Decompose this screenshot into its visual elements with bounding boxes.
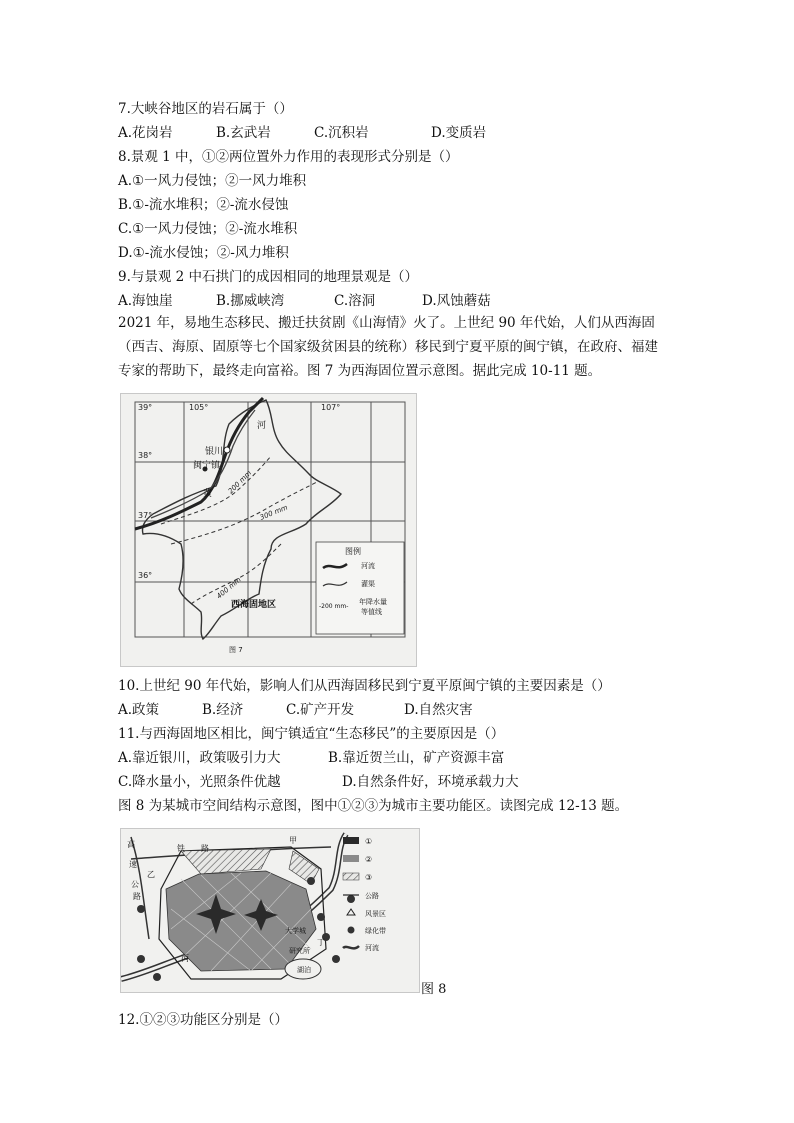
q7-stem: 7.大峡谷地区的岩石属于（） <box>118 101 293 117</box>
q8-option-c: C.①一风力侵蚀；②-流水堆积 <box>118 221 298 237</box>
river-label: 河 <box>257 421 267 431</box>
passage-2: 图 8 为某城市空间结构示意图，图中①②③为城市主要功能区。读图完成 12-13 题。 <box>118 798 629 814</box>
isohyet-400-label: 400 mm <box>215 575 243 601</box>
q10-option-c: C.矿产开发 <box>286 702 355 718</box>
place-ding: 丁 <box>317 938 325 947</box>
q10-option-d: D.自然灾害 <box>404 702 473 718</box>
q11-options-row1 <box>118 749 504 767</box>
legend-iso-line1: 年降水量 <box>359 598 387 606</box>
q11-options-row2 <box>118 773 519 791</box>
yinchuan-label: 银川 <box>205 447 224 457</box>
q11-option-b: B.靠近贺兰山，矿产资源丰富 <box>328 750 505 766</box>
q9-option-a: A.海蚀崖 <box>118 293 173 309</box>
map8-legend <box>343 837 386 952</box>
yinchuan-dot <box>224 447 230 453</box>
q10-options <box>118 701 473 719</box>
q9-option-b: B.挪威峡湾 <box>216 293 285 309</box>
lat-36: 36° <box>138 571 153 580</box>
minning-label: 闽宁镇 <box>193 461 221 471</box>
legend-greenbelt: 绿化带 <box>365 927 386 935</box>
road-char-2: 速 <box>129 860 137 869</box>
q7-option-b: B.玄武岩 <box>216 125 271 141</box>
legend-scenic: 风景区 <box>365 910 386 918</box>
road-char-4: 路 <box>133 892 141 901</box>
rail-char-2: 路 <box>201 844 209 853</box>
place-jia: 甲 <box>289 836 297 845</box>
q7-option-a: A.花岗岩 <box>118 125 173 141</box>
legend-road: 公路 <box>365 892 379 900</box>
q7-options <box>118 124 486 142</box>
passage-1: 2021 年，易地生态移民、搬迁扶贫剧《山海情》火了。上世纪 90 年代始，人们从西海固（西吉、海原、固原等七个国家级贫困县的统称）移民到宁夏平原的闽宁镇，在政府、福建专家的帮助下，最终走向富裕。图 7 为西海固位置示意图。据此完成 10-11 题。 <box>118 315 658 379</box>
legend-zone-3: ③ <box>365 873 373 882</box>
q11-option-c: C.降水量小，光照条件优越 <box>118 774 281 790</box>
place-yi: 乙 <box>147 870 155 879</box>
legend-iso-sample: -200 mm- <box>319 603 349 610</box>
q8-stem: 8.景观 1 中，①②两位置外力作用的表现形式分别是（） <box>118 149 459 165</box>
q8-option-a: A.①一风力侵蚀；②一风力堆积 <box>118 173 307 189</box>
legend-zone-2: ② <box>365 855 373 864</box>
lat-37: 37° <box>138 511 153 520</box>
lon-107: 107° <box>321 403 341 412</box>
legend-iso-line2: 等值线 <box>361 608 382 616</box>
figure-8-svg <box>121 829 419 992</box>
river-icon <box>343 946 359 948</box>
research-label: 研究所 <box>289 947 310 955</box>
figure-8-map <box>120 828 420 993</box>
q10-option-b: B.经济 <box>202 702 244 718</box>
q12-stem: 12.①②③功能区分别是（） <box>118 1012 288 1028</box>
place-bing: 丙 <box>181 954 189 963</box>
legend-canal: 灌渠 <box>361 580 375 588</box>
lon-105: 105° <box>189 403 209 412</box>
legend-zone-1: ① <box>365 837 373 846</box>
scenic-icon <box>347 909 355 915</box>
legend-river-8: 河流 <box>365 944 379 952</box>
road-char-1: 高 <box>127 840 135 849</box>
figure-7-svg <box>121 394 416 666</box>
q11-option-a: A.靠近银川，政策吸引力大 <box>118 750 281 766</box>
q9-options <box>118 292 491 310</box>
legend-title: 图例 <box>345 547 361 556</box>
q10-option-a: A.政策 <box>118 702 160 718</box>
isohyet-300 <box>171 482 317 544</box>
tree-icon <box>348 927 355 934</box>
figure-8-caption: 图 8 <box>421 982 447 997</box>
lat-38: 38° <box>138 451 153 460</box>
lat-39: 39° <box>138 403 153 412</box>
canal-label: 黄 <box>203 489 213 499</box>
road-char-3: 公 <box>131 880 139 889</box>
isohyet-400 <box>191 544 281 604</box>
q10-stem: 10.上世纪 90 年代始，影响人们从西海固移民到宁夏平原闽宁镇的主要因素是（） <box>118 678 611 694</box>
university-label: 大学城 <box>285 927 306 935</box>
lake-label: 湖泊 <box>297 966 311 974</box>
figure-7-caption: 图 7 <box>229 646 243 654</box>
q11-stem: 11.与西海固地区相比，闽宁镇适宜“生态移民”的主要原因是（） <box>118 726 505 742</box>
map7-legend <box>316 542 404 634</box>
q7-option-c: C.沉积岩 <box>314 125 369 141</box>
region-label: 西海固地区 <box>231 600 277 610</box>
q7-option-d: D.变质岩 <box>431 125 487 141</box>
q9-stem: 9.与景观 2 中石拱门的成因相同的地理景观是（） <box>118 269 419 285</box>
isohyet-300-label: 300 mm <box>258 503 289 522</box>
q9-option-c: C.溶洞 <box>334 293 376 309</box>
legend-river: 河流 <box>361 562 375 570</box>
isohyet-200-label: 200 mm <box>226 469 254 496</box>
q8-option-d: D.①-流水侵蚀；②-风力堆积 <box>118 245 289 261</box>
q9-option-d: D.风蚀蘑菇 <box>422 293 491 309</box>
q8-option-b: B.①-流水堆积；②-流水侵蚀 <box>118 197 289 213</box>
zone-3-area <box>181 849 271 874</box>
figure-7-map <box>120 393 417 667</box>
rail-char-1: 铁 <box>177 844 185 853</box>
q11-option-d: D.自然条件好，环境承载力大 <box>342 774 519 790</box>
